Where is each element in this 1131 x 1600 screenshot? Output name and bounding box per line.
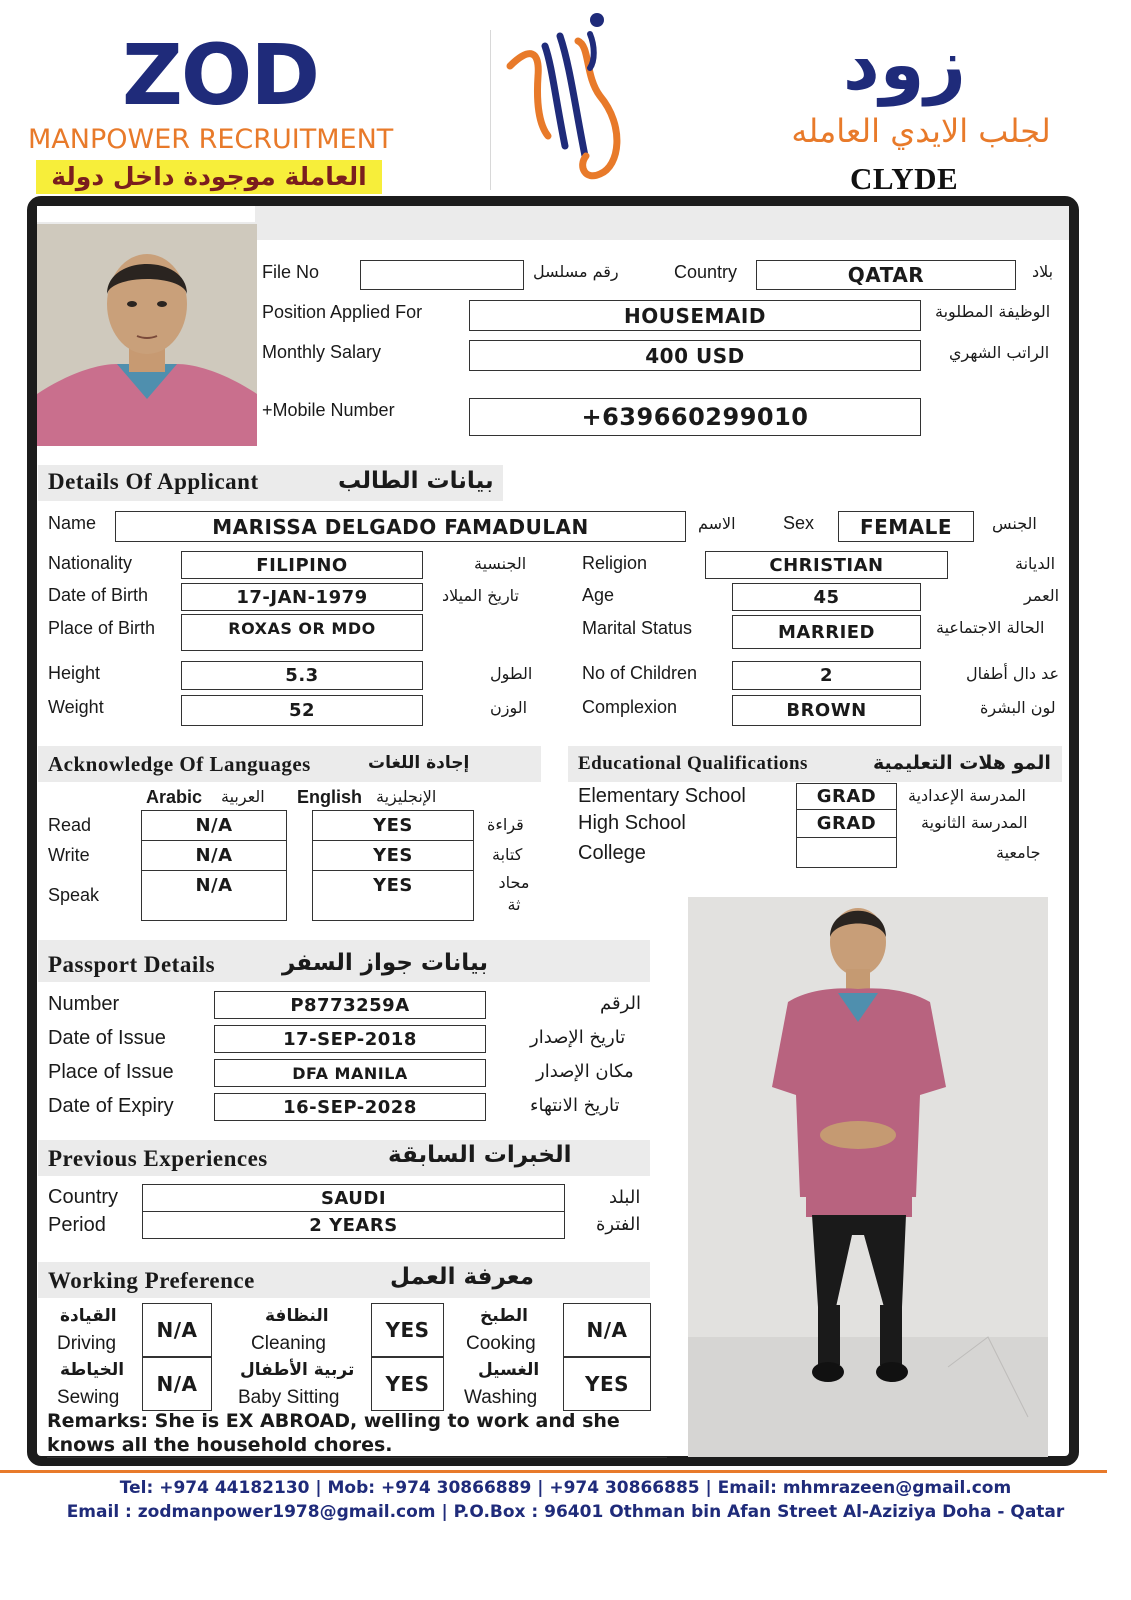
- babysitting-field: YES: [371, 1357, 444, 1411]
- position-label-ar: الوظيفة المطلوبة: [935, 302, 1051, 321]
- top-band-cover: [37, 206, 255, 222]
- driving-label: Driving: [57, 1333, 117, 1354]
- brand-subtitle-ar: لجلب الايدي العامله: [791, 112, 1051, 150]
- driving-label-ar: القيادة: [60, 1306, 117, 1326]
- pob-field: ROXAS OR MDO: [181, 614, 423, 651]
- cooking-label-ar: الطبخ: [480, 1306, 528, 1326]
- salary-field: 400 USD: [469, 340, 921, 371]
- salary-label-ar: الراتب الشهري: [949, 343, 1050, 362]
- children-label: No of Children: [582, 663, 698, 683]
- nationality-field: FILIPINO: [181, 551, 423, 579]
- issue-date-label-ar: تاريخ الإصدار: [530, 1027, 626, 1048]
- position-field: HOUSEMAID: [469, 300, 921, 331]
- footer-divider: [0, 1470, 1107, 1473]
- sex-label-ar: الجنس: [992, 514, 1037, 533]
- passport-number-label: Number: [48, 993, 120, 1015]
- speak-label-ar: محاد ثة: [498, 873, 530, 914]
- passport-section-title-ar: بيانات جواز السفر: [282, 950, 488, 976]
- brand-subtitle: MANPOWER RECRUITMENT: [28, 124, 394, 155]
- issue-place-label: Place of Issue: [48, 1061, 174, 1083]
- experience-country-label: Country: [48, 1186, 119, 1208]
- sewing-label: Sewing: [57, 1387, 120, 1408]
- languages-section-header: [38, 746, 541, 782]
- washing-field: YES: [563, 1357, 651, 1411]
- cooking-label: Cooking: [466, 1333, 536, 1354]
- weight-field: 52: [181, 695, 423, 726]
- applicant-section-header: [38, 465, 503, 501]
- footer-contact-line-1: Tel: +974 44182130 | Mob: +974 30866889 | +974 30866885 | Email: mhmrazeen@gmail.com: [119, 1478, 1012, 1498]
- washing-label: Washing: [464, 1387, 538, 1408]
- applicant-headshot-photo: [37, 224, 257, 446]
- college-label: College: [578, 842, 646, 864]
- age-label-ar: العمر: [1024, 586, 1060, 605]
- high-school-label: High School: [578, 812, 686, 834]
- babysitting-label: Baby Sitting: [238, 1387, 340, 1408]
- languages-section-title-ar: إجادة اللغات: [368, 753, 470, 773]
- experience-section-header: [38, 1140, 650, 1176]
- file-no-field: [360, 260, 524, 290]
- english-read-field: YES: [312, 810, 474, 841]
- elementary-label-ar: المدرسة الإعدادية: [908, 786, 1026, 805]
- college-field: [796, 837, 897, 868]
- brand-logo-en: ZOD: [122, 26, 319, 124]
- name-label-ar: الاسم: [698, 514, 736, 533]
- dob-label-ar: تاريخ الميلاد: [442, 586, 519, 605]
- cooking-field: N/A: [563, 1303, 651, 1357]
- issue-date-label: Date of Issue: [48, 1027, 166, 1049]
- weight-label: Weight: [48, 697, 104, 717]
- sex-label: Sex: [783, 513, 815, 533]
- nationality-label: Nationality: [48, 553, 133, 573]
- mobile-field: +639660299010: [469, 398, 921, 436]
- pob-label: Place of Birth: [48, 618, 156, 638]
- arabic-write-field: N/A: [141, 840, 287, 871]
- experience-section-title-ar: الخبرات السابقة: [388, 1142, 572, 1168]
- experience-section-title: Previous Experiences: [48, 1146, 268, 1171]
- vertical-divider: [490, 30, 491, 190]
- english-write-field: YES: [312, 840, 474, 871]
- arabic-read-field: N/A: [141, 810, 287, 841]
- experience-period-label-ar: الفترة: [596, 1214, 641, 1235]
- complexion-field: BROWN: [732, 695, 921, 726]
- height-field: 5.3: [181, 661, 423, 690]
- religion-label: Religion: [582, 553, 648, 573]
- complexion-label: Complexion: [582, 697, 678, 717]
- name-field: MARISSA DELGADO FAMADULAN: [115, 511, 686, 542]
- children-label-ar: عد دال أطفال: [966, 664, 1060, 683]
- experience-country-label-ar: البلد: [609, 1187, 641, 1208]
- applicant-full-body-photo: [688, 897, 1048, 1457]
- arabic-speak-field: N/A: [141, 870, 287, 921]
- marital-label-ar: الحالة الاجتماعية: [936, 618, 1045, 637]
- applicant-section-title: Details Of Applicant: [48, 469, 259, 494]
- age-field: 45: [732, 583, 921, 611]
- age-label: Age: [582, 585, 615, 605]
- preference-section-title: Working Preference: [48, 1268, 255, 1293]
- english-speak-field: YES: [312, 870, 474, 921]
- arabic-header-ar: العربية: [221, 787, 265, 806]
- washing-label-ar: الغسيل: [478, 1360, 540, 1380]
- dob-field: 17-JAN-1979: [181, 583, 423, 611]
- expiry-field: 16-SEP-2028: [214, 1093, 486, 1121]
- education-section-header: [568, 746, 1062, 782]
- issue-date-field: 17-SEP-2018: [214, 1025, 486, 1053]
- salary-label: Monthly Salary: [262, 342, 382, 362]
- sewing-field: N/A: [142, 1357, 212, 1411]
- speak-label: Speak: [48, 885, 100, 905]
- applicant-section-title-ar: بيانات الطالب: [338, 468, 494, 494]
- mobile-label: +Mobile Number: [262, 400, 395, 420]
- religion-field: CHRISTIAN: [705, 551, 948, 579]
- college-label-ar: جامعية: [996, 843, 1041, 862]
- position-label: Position Applied For: [262, 302, 423, 322]
- marital-label: Marital Status: [582, 618, 693, 638]
- expiry-label-ar: تاريخ الانتهاء: [530, 1095, 620, 1116]
- passport-number-label-ar: الرقم: [600, 993, 642, 1014]
- passport-number-field: P8773259A: [214, 991, 486, 1019]
- education-section-title-ar: المو هلات التعليمية: [873, 752, 1051, 774]
- preference-section-header: [38, 1262, 650, 1298]
- company-emblem-icon: [500, 6, 640, 186]
- children-field: 2: [732, 661, 921, 690]
- write-label-ar: كتابة: [492, 845, 523, 864]
- issue-place-field: DFA MANILA: [214, 1059, 486, 1087]
- height-label-ar: الطول: [490, 664, 533, 683]
- country-field: QATAR: [756, 260, 1016, 290]
- nationality-label-ar: الجنسية: [474, 554, 527, 573]
- expiry-label: Date of Expiry: [48, 1095, 174, 1117]
- write-label: Write: [48, 845, 90, 865]
- english-header: English: [297, 787, 363, 807]
- footer-contact-line-2: Email : zodmanpower1978@gmail.com | P.O.Box : 96401 Othman bin Afan Street Al-Aziziya Doha - Qatar: [66, 1502, 1065, 1522]
- read-label: Read: [48, 815, 92, 835]
- driving-field: N/A: [142, 1303, 212, 1357]
- experience-country-field: SAUDI: [142, 1184, 565, 1212]
- arabic-header: Arabic: [146, 787, 203, 807]
- file-no-label-ar: رقم مسلسل: [533, 262, 619, 281]
- religion-label-ar: الديانة: [1015, 554, 1056, 573]
- passport-section-title: Passport Details: [48, 952, 216, 977]
- complexion-label-ar: لون البشرة: [980, 698, 1056, 717]
- dob-label: Date of Birth: [48, 585, 149, 605]
- elementary-field: GRAD: [796, 783, 897, 810]
- cleaning-label: Cleaning: [251, 1333, 326, 1354]
- experience-period-field: 2 YEARS: [142, 1211, 565, 1239]
- marital-field: MARRIED: [732, 615, 921, 649]
- high-school-field: GRAD: [796, 809, 897, 838]
- location-note: العاملة موجودة داخل دولة: [36, 160, 382, 194]
- sex-field: FEMALE: [838, 511, 974, 542]
- country-label: Country: [674, 262, 738, 282]
- sewing-label-ar: الخياطة: [60, 1360, 125, 1380]
- file-no-label: File No: [262, 262, 320, 282]
- elementary-label: Elementary School: [578, 785, 746, 807]
- education-section-title: Educational Qualifications: [578, 753, 808, 774]
- preference-section-title-ar: معرفة العمل: [390, 1264, 534, 1290]
- high-school-label-ar: المدرسة الثانوية: [921, 813, 1028, 832]
- languages-section-title: Acknowledge Of Languages: [48, 752, 311, 776]
- passport-section-header: [38, 940, 650, 982]
- babysitting-label-ar: تربية الأطفال: [240, 1360, 355, 1380]
- country-label-ar: بلاد: [1032, 262, 1054, 281]
- brand-logo-ar: زود: [842, 22, 966, 106]
- code-name: CLYDE: [850, 161, 959, 196]
- name-label: Name: [48, 513, 97, 533]
- cleaning-label-ar: النظافة: [265, 1306, 329, 1326]
- cleaning-field: YES: [371, 1303, 444, 1357]
- remarks: Remarks: She is EX ABROAD, welling to work and she knows all the household chores.: [47, 1409, 667, 1458]
- read-label-ar: قراءة: [487, 815, 524, 834]
- experience-period-label: Period: [48, 1214, 106, 1236]
- issue-place-label-ar: مكان الإصدار: [536, 1061, 634, 1082]
- height-label: Height: [48, 663, 101, 683]
- english-header-ar: الإنجليزية: [376, 787, 437, 806]
- weight-label-ar: الوزن: [490, 698, 528, 717]
